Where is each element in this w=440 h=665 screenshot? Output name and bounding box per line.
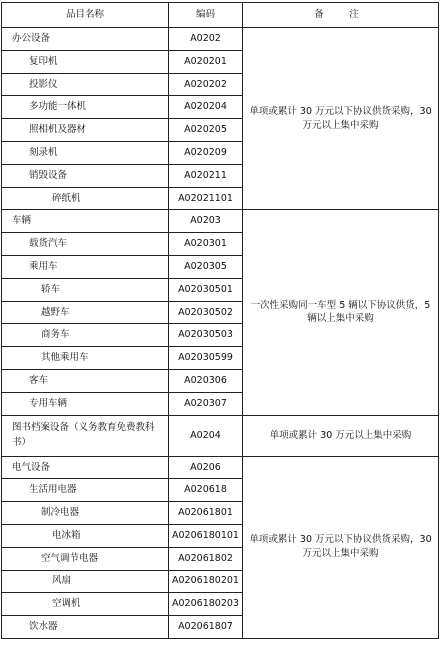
item-code: A020201 bbox=[169, 50, 243, 73]
item-name: 碎纸机 bbox=[2, 187, 169, 210]
item-name: 制冷电器 bbox=[2, 502, 169, 525]
item-name: 投影仪 bbox=[2, 73, 169, 96]
item-code: A0206 bbox=[169, 456, 243, 479]
item-name: 刻录机 bbox=[2, 141, 169, 164]
item-code: A020202 bbox=[169, 73, 243, 96]
item-name: 生活用电器 bbox=[2, 479, 169, 502]
item-name: 风扇 bbox=[2, 570, 169, 593]
remark-cell: 一次性采购同一车型 5 辆以下协议供货，5 辆以上集中采购 bbox=[243, 210, 439, 415]
item-name: 客车 bbox=[2, 369, 169, 392]
remark-cell: 单项或累计 30 万元以下协议供货采购，30 万元以上集中采购 bbox=[243, 456, 439, 638]
item-code: A02030501 bbox=[169, 278, 243, 301]
item-name: 越野车 bbox=[2, 301, 169, 324]
item-name: 饮水器 bbox=[2, 616, 169, 639]
item-code: A0206180203 bbox=[169, 593, 243, 616]
item-name: 轿车 bbox=[2, 278, 169, 301]
table-row bbox=[2, 28, 439, 51]
item-code: A02030503 bbox=[169, 324, 243, 347]
table-row bbox=[2, 210, 439, 233]
item-name: 复印机 bbox=[2, 50, 169, 73]
header-remarks: 备 注 bbox=[243, 3, 439, 28]
item-code: A02030502 bbox=[169, 301, 243, 324]
item-name: 专用车辆 bbox=[2, 392, 169, 415]
item-code: A02021101 bbox=[169, 187, 243, 210]
header-code: 编码 bbox=[169, 3, 243, 28]
item-code: A0203 bbox=[169, 210, 243, 233]
item-code: A02030599 bbox=[169, 347, 243, 370]
item-name: 电气设备 bbox=[2, 456, 169, 479]
item-code: A020305 bbox=[169, 255, 243, 278]
item-name: 其他乘用车 bbox=[2, 347, 169, 370]
item-code: A020205 bbox=[169, 119, 243, 142]
remark-cell: 单项或累计 30 万元以上集中采购 bbox=[243, 415, 439, 456]
remark-cell: 单项或累计 30 万元以下协议供货采购，30 万元以上集中采购 bbox=[243, 28, 439, 210]
item-code: A020307 bbox=[169, 392, 243, 415]
header-item-name: 品目名称 bbox=[2, 3, 169, 28]
item-code: A02061802 bbox=[169, 547, 243, 570]
item-code: A020306 bbox=[169, 369, 243, 392]
item-name: 电冰箱 bbox=[2, 524, 169, 547]
item-code: A020618 bbox=[169, 479, 243, 502]
item-code: A02061807 bbox=[169, 616, 243, 639]
item-name: 空气调节电器 bbox=[2, 547, 169, 570]
item-code: A02061801 bbox=[169, 502, 243, 525]
table-row bbox=[2, 415, 439, 456]
item-code: A020211 bbox=[169, 164, 243, 187]
item-code: A020204 bbox=[169, 96, 243, 119]
item-name: 照相机及器材 bbox=[2, 119, 169, 142]
item-code: A020301 bbox=[169, 233, 243, 256]
item-code: A0204 bbox=[169, 415, 243, 456]
item-name: 销毁设备 bbox=[2, 164, 169, 187]
item-name: 商务车 bbox=[2, 324, 169, 347]
item-name: 载货汽车 bbox=[2, 233, 169, 256]
item-name: 车辆 bbox=[2, 210, 169, 233]
item-name: 办公设备 bbox=[2, 28, 169, 51]
item-name: 多功能一体机 bbox=[2, 96, 169, 119]
item-code: A0202 bbox=[169, 28, 243, 51]
item-code: A0206180201 bbox=[169, 570, 243, 593]
table-row bbox=[2, 456, 439, 479]
item-name: 空调机 bbox=[2, 593, 169, 616]
item-code: A020209 bbox=[169, 141, 243, 164]
item-name: 图书档案设备（义务教育免费教科书） bbox=[2, 415, 169, 456]
item-code: A0206180101 bbox=[169, 524, 243, 547]
procurement-catalog-table bbox=[1, 2, 439, 639]
item-name: 乘用车 bbox=[2, 255, 169, 278]
table-header-row bbox=[2, 3, 439, 28]
